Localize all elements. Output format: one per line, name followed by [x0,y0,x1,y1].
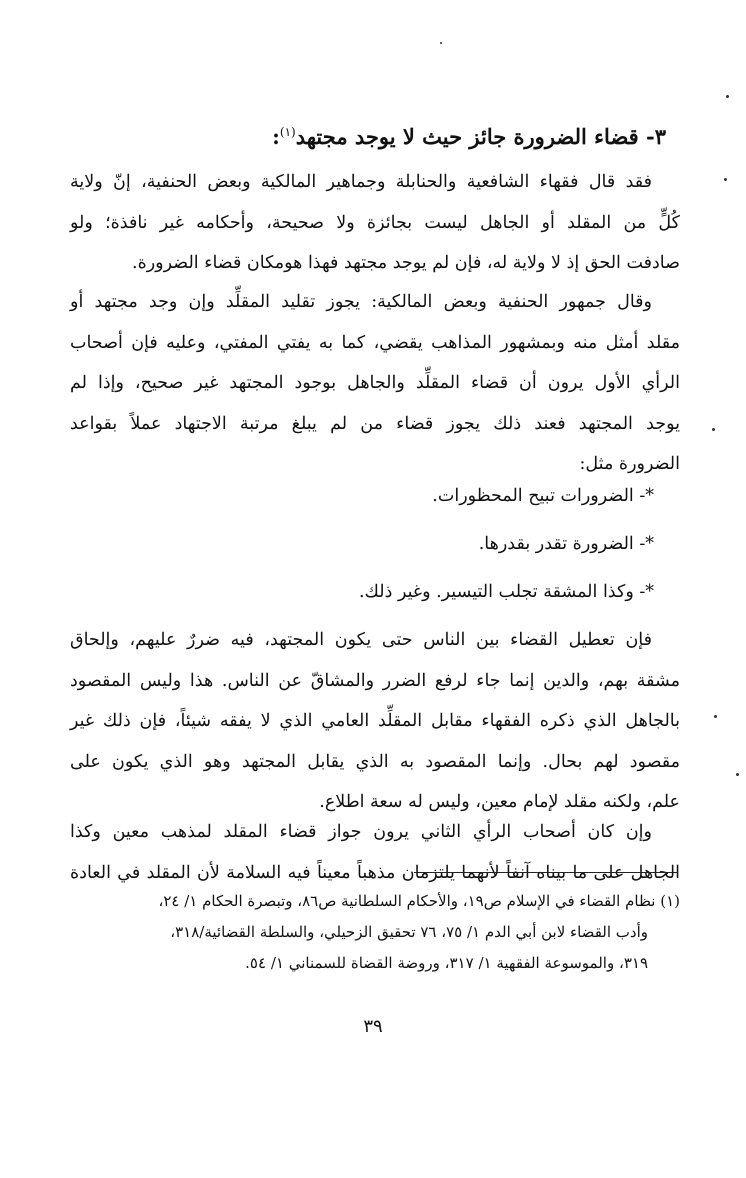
paragraph-line: بالجاهل الذي ذكره الفقهاء مقابل المقلِّد العامي الذي لا يفقه شيئاً، فإن ذلك غير [70,711,680,731]
bullet-item: *- الضرورة تقدر بقدرها. [478,534,654,554]
paragraph-1 [70,162,680,284]
footnote-divider [414,872,678,873]
paragraph-3 [70,620,680,823]
bullet-item: *- وكذا المشقة تجلب التيسير. وغير ذلك. [358,582,654,602]
scan-speck [440,42,442,44]
paragraph-line: فإن تعطيل القضاء بين الناس حتى يكون المجتهد، فيه ضررٌ عليهم، وإلحاق [70,630,652,650]
paragraph-line: مشقة بهم، والدين إنما جاء لرفع الضرر والمشاقّ عن الناس. هذا وليس المقصود [70,670,680,691]
scan-speck [712,428,715,431]
paragraph-line: وقال جمهور الحنفية وبعض المالكية: يجوز تقليد المقلِّد وإن وجد مجتهد أو [70,292,652,312]
scan-speck [714,715,717,718]
footnote-line: وأدب القضاء لابن أبي الدم ١/ ٧٥، ٧٦ تحقيق الزحيلي، والسلطة القضائية/٣١٨، [170,923,648,941]
paragraph-4 [70,812,680,893]
heading-colon: : [272,124,280,149]
footnote-line: (١) نظام القضاء في الإسلام ص١٩، والأحكام السلطانية ص٨٦، وتبصرة الحكام ١/ ٢٤، [158,892,680,910]
scan-speck [726,95,729,98]
paragraph-line: الجاهل على ما بيناه آنفاً لأنهما يلتزمان مذهباً معيناً فيه السلامة لأن المقلد في العادة [70,862,680,883]
heading-text: ٣- قضاء الضرورة جائز حيث لا يوجد مجتهد [295,124,666,149]
footnote [70,886,680,979]
paragraph-line: الضرورة مثل: [579,454,680,474]
paragraph-line: الرأي الأول يرون أن قضاء المقلِّد والجاهل بوجود المجتهد غير صحيح، وإذا لم [70,373,680,393]
paragraph-line: كُلٍّ من المقلد أو الجاهل ليست بجائزة ولا صحيحة، وأحكامه غير نافذة؛ ولو [70,212,680,233]
paragraph-2 [70,282,680,485]
paragraph-line: مقلد أمثل منه وبمشهور المذاهب يقضي، كما به يفتي المفتي، وعليه فإن أصحاب [70,332,680,353]
paragraph-line: علم، ولكنه مقلد لإمام معين، وليس له سعة اطلاع. [319,792,680,812]
scan-speck [736,773,739,776]
scan-speck [724,178,727,181]
paragraph-line: مقصود لهم بحال. وإنما المقصود به الذي يقابل المجتهد وهو الذي يكون على [70,751,680,772]
paragraph-line: يوجد المجتهد فعند ذلك يجوز قضاء من لم يبلغ مرتبة الاجتهاد عملاً بقواعد [70,413,680,434]
section-heading [60,112,666,157]
paragraph-line: صادفت الحق إذ لا ولاية له، فإن لم يوجد مجتهد فهذا هومكان قضاء الضرورة. [132,253,680,273]
paragraph-line: فقد قال فقهاء الشافعية والحنابلة وجماهير المالكية وبعض الحنفية، إنّ ولاية [70,172,652,192]
page-number: ٣٩ [363,1016,383,1037]
bullet-item: *- الضرورات تبيح المحظورات. [432,486,654,506]
footnote-line: ٣١٩، والموسوعة الفقهية ١/ ٣١٧، وروضة القضاة للسمناني ١/ ٥٤. [245,954,648,972]
paragraph-line: وإن كان أصحاب الرأي الثاني يرون جواز قضاء المقلد لمذهب معين وكذا [70,822,652,842]
footnote-marker: (١) [279,125,296,139]
